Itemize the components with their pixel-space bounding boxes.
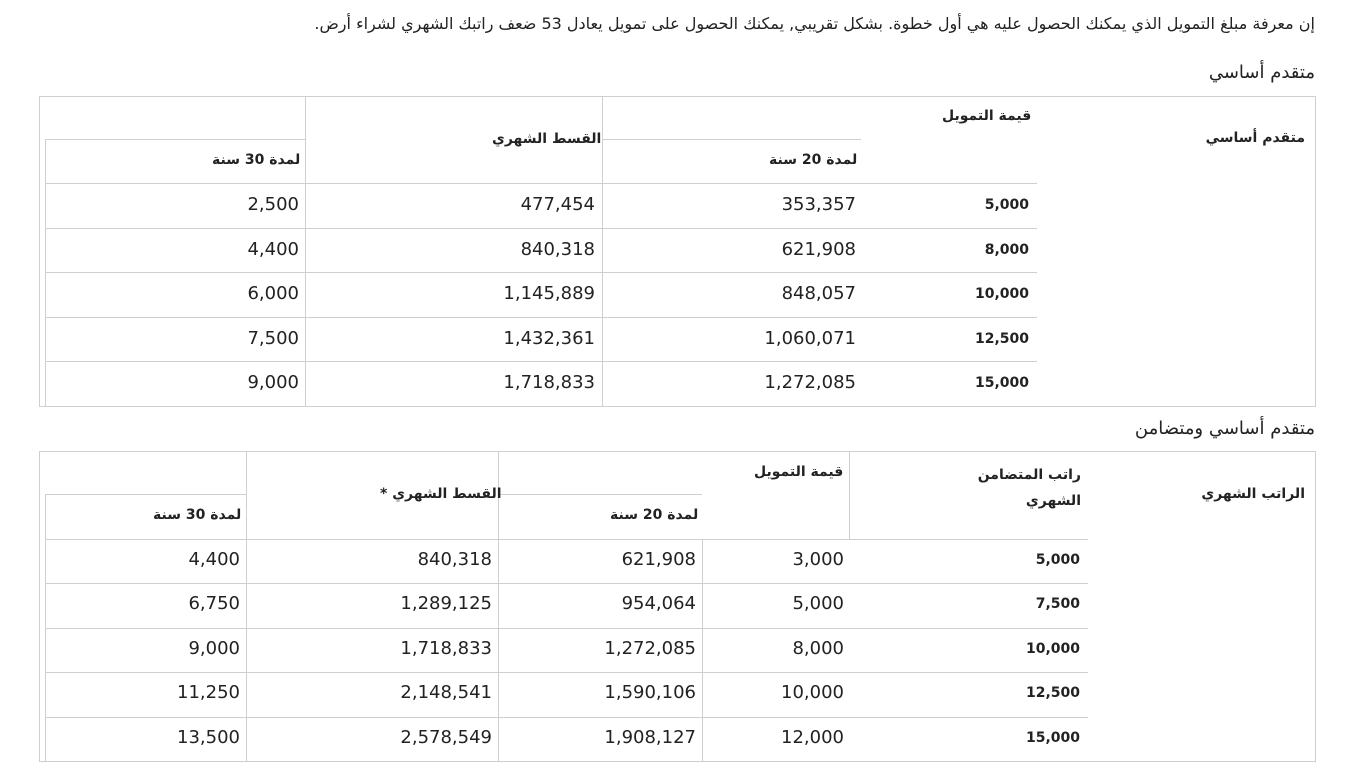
table1-fin20: 848,057 xyxy=(781,283,856,304)
table2-fin20: 1,908,127 xyxy=(604,727,696,748)
table1-fin30: 1,145,889 xyxy=(503,283,595,304)
table2-fin20: 1,590,106 xyxy=(604,682,696,703)
table1-installment: 4,400 xyxy=(247,239,299,260)
table1-fin20: 1,272,085 xyxy=(764,372,856,393)
table1-installment: 7,500 xyxy=(247,328,299,349)
table1-fin30: 477,454 xyxy=(520,194,595,215)
table2-term20-header: لمدة 20 سنة xyxy=(610,507,699,523)
table2-salary: 5,000 xyxy=(1035,552,1080,568)
table2-co-salary: 3,000 xyxy=(792,549,844,570)
table2-salary: 7,500 xyxy=(1035,596,1080,612)
table2-installment-header: القسط الشهري * xyxy=(380,486,502,502)
table1-salary: 5,000 xyxy=(984,197,1029,213)
table1-installment: 2,500 xyxy=(247,194,299,215)
table2-fin20: 621,908 xyxy=(621,549,696,570)
table1-fin20: 353,357 xyxy=(781,194,856,215)
table2-term30-header: لمدة 30 سنة xyxy=(153,507,242,523)
table1-fin30: 1,432,361 xyxy=(503,328,595,349)
table1-term30-header: لمدة 30 سنة xyxy=(212,152,301,168)
table1-installment: 6,000 xyxy=(247,283,299,304)
table2-salary: 10,000 xyxy=(1025,641,1080,657)
table1-term20-header: لمدة 20 سنة xyxy=(769,152,858,168)
table1-salary: 15,000 xyxy=(974,375,1029,391)
table2-installment: 4,400 xyxy=(188,549,240,570)
table2-installment: 13,500 xyxy=(177,727,240,748)
table2-co-salary: 8,000 xyxy=(792,638,844,659)
table2-co-salary: 10,000 xyxy=(781,682,844,703)
table1-salary: 10,000 xyxy=(974,286,1029,302)
table1-fin20: 621,908 xyxy=(781,239,856,260)
table2-financing-header: قيمة التمويل xyxy=(754,464,844,480)
table2-fin30: 2,578,549 xyxy=(400,727,492,748)
table2-side-label: الراتب الشهري xyxy=(1201,486,1305,502)
table2-fin20: 1,272,085 xyxy=(604,638,696,659)
table1-side-label: متقدم أساسي xyxy=(1205,130,1305,146)
table1-fin30: 840,318 xyxy=(520,239,595,260)
table1-salary: 8,000 xyxy=(984,242,1029,258)
table2-fin30: 2,148,541 xyxy=(400,682,492,703)
table1-title: متقدم أساسي xyxy=(1208,62,1315,83)
table2-installment: 6,750 xyxy=(188,593,240,614)
table1-fin20: 1,060,071 xyxy=(764,328,856,349)
table2-installment: 11,250 xyxy=(177,682,240,703)
table2-co-salary: 5,000 xyxy=(792,593,844,614)
table2-fin30: 840,318 xyxy=(417,549,492,570)
table1-fin30: 1,718,833 xyxy=(503,372,595,393)
table2-title: متقدم أساسي ومتضامن xyxy=(1134,418,1315,439)
table2-salary: 15,000 xyxy=(1025,730,1080,746)
table1-financing-header: قيمة التمويل xyxy=(942,108,1032,124)
table2-installment: 9,000 xyxy=(188,638,240,659)
table1-salary: 12,500 xyxy=(974,331,1029,347)
table1-installment: 9,000 xyxy=(247,372,299,393)
table2-salary: 12,500 xyxy=(1025,685,1080,701)
table2-co-salary-header-line1: راتب المتضامن xyxy=(977,467,1081,483)
intro-paragraph: إن معرفة مبلغ التمويل الذي يمكنك الحصول عليه هي أول خطوة. بشكل تقريبي, يمكنك الحصول على تمويل يعادل 53 ضعف راتبك الشهري لشراء أرض. xyxy=(314,14,1315,33)
table2-co-salary: 12,000 xyxy=(781,727,844,748)
table1-installment-header: القسط الشهري xyxy=(492,131,602,147)
table2-co-salary-header-line2: الشهري xyxy=(1025,493,1081,509)
table2-fin20: 954,064 xyxy=(621,593,696,614)
table2-fin30: 1,289,125 xyxy=(400,593,492,614)
table2-fin30: 1,718,833 xyxy=(400,638,492,659)
